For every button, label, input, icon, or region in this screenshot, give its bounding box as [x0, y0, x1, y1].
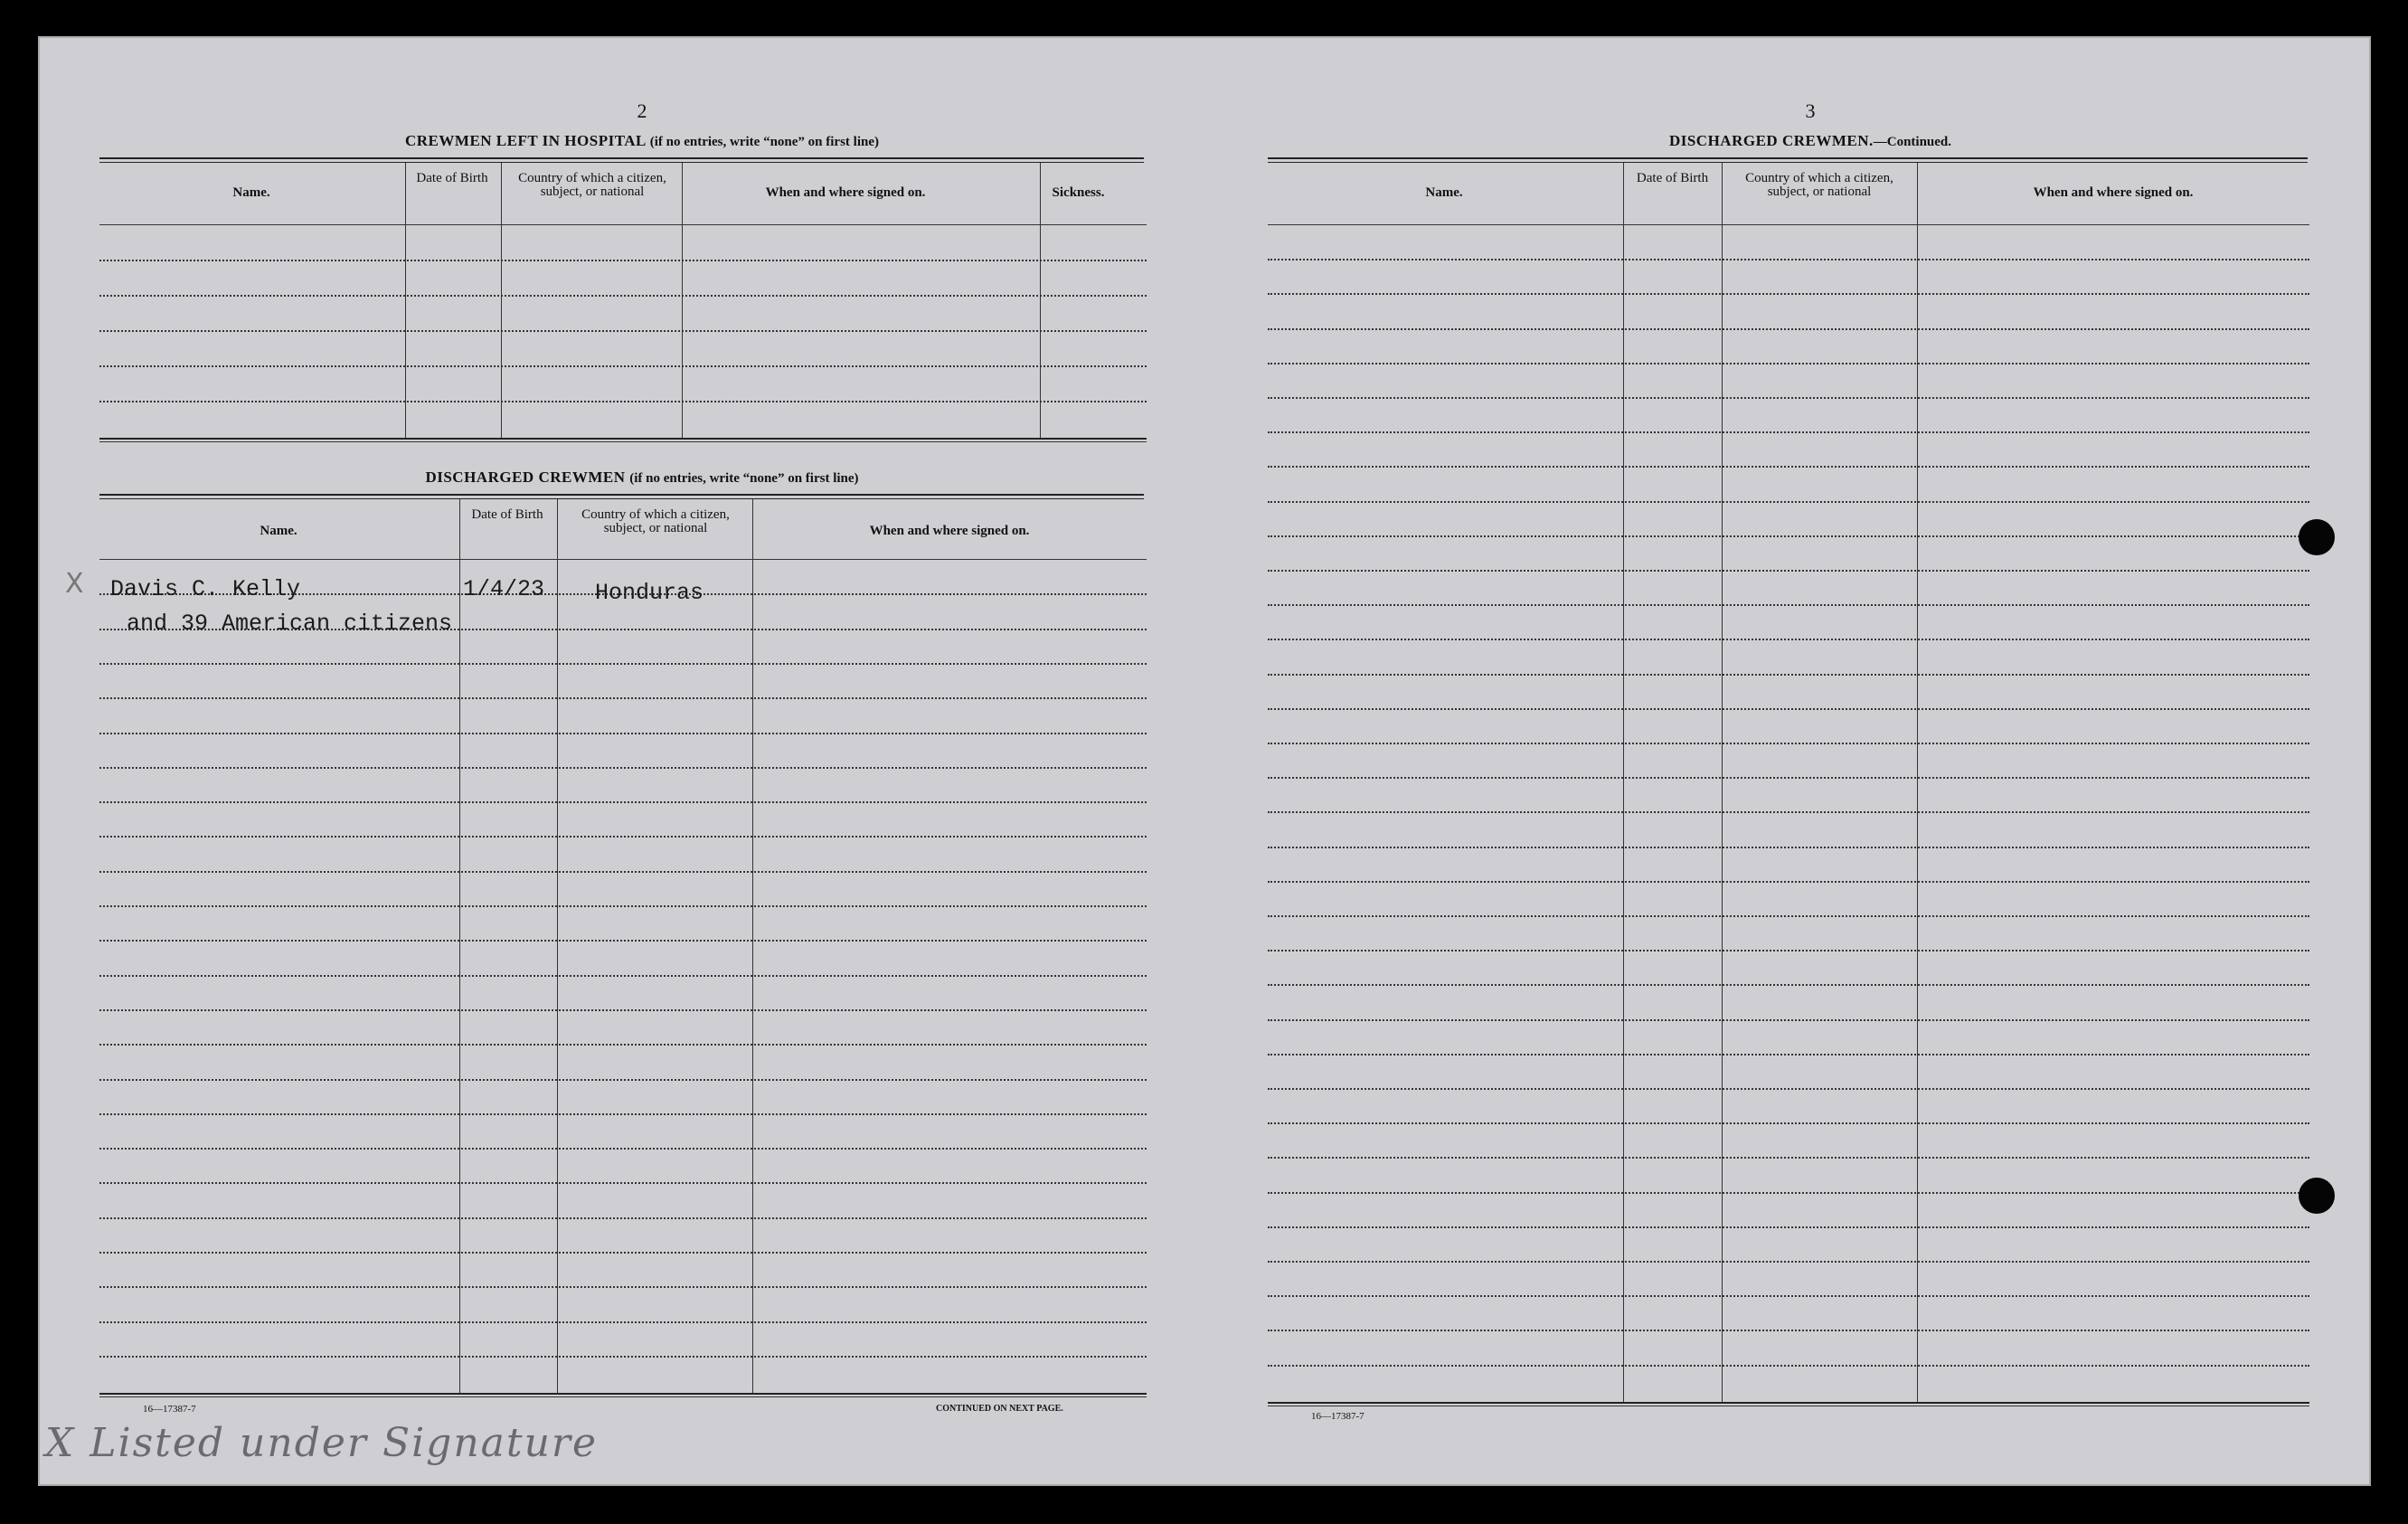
- ruled-line: [1268, 1019, 2309, 1021]
- entry-additional-crew: and 39 American citizens: [127, 611, 453, 637]
- form-number-left: 16—17387-7: [143, 1404, 196, 1415]
- ruled-line: [99, 1113, 1147, 1115]
- ruled-line: [1268, 1122, 2309, 1124]
- page-number-right: 3: [1805, 99, 1816, 122]
- ruled-line: [1268, 604, 2309, 606]
- column-divider: [682, 163, 683, 438]
- ruled-line: [99, 1217, 1147, 1219]
- ruled-line: [99, 905, 1147, 907]
- column-divider: [459, 499, 460, 1393]
- form-number-right: 16—17387-7: [1311, 1411, 1365, 1422]
- ruled-line: [1268, 950, 2309, 951]
- ruled-line: [1268, 501, 2309, 503]
- ruled-line: [99, 871, 1147, 873]
- ruled-line: [99, 1321, 1147, 1323]
- ruled-line: [1268, 984, 2309, 986]
- column-divider: [557, 499, 558, 1393]
- right-header-dob: Date of Birth: [1636, 171, 1709, 185]
- ruled-line: [99, 1009, 1147, 1011]
- column-divider: [1040, 163, 1041, 438]
- entry-name: Davis C. Kelly: [110, 576, 301, 602]
- left-page: [45, 36, 1185, 1486]
- column-divider: [405, 163, 406, 438]
- discharged-header-dob: Date of Birth: [471, 507, 543, 522]
- ruled-line: [1268, 1365, 2309, 1367]
- hospital-header-name: Name.: [232, 185, 270, 200]
- column-divider: [501, 163, 502, 438]
- bottom-rule: [99, 441, 1147, 442]
- right-header-name: Name.: [1425, 185, 1463, 200]
- column-divider: [1722, 163, 1723, 1402]
- ruled-line: [99, 975, 1147, 977]
- hospital-header-dob: Date of Birth: [416, 171, 488, 185]
- ruled-line: [1268, 293, 2309, 295]
- ruled-line: [99, 260, 1147, 261]
- ruled-line: [1268, 1226, 2309, 1228]
- ruled-line: [1268, 811, 2309, 813]
- ruled-line: [1268, 708, 2309, 710]
- hospital-header-sickness: Sickness.: [1052, 185, 1105, 200]
- ruled-line: [1268, 847, 2309, 848]
- ruled-line: [1268, 639, 2309, 640]
- ruled-line: [1268, 674, 2309, 676]
- ruled-line: [1268, 915, 2309, 917]
- ruled-line: [99, 1148, 1147, 1150]
- continued-notice: CONTINUED ON NEXT PAGE.: [936, 1404, 1063, 1414]
- discharged-section-title: DISCHARGED CREWMEN (if no entries, write “none” on first line): [425, 469, 859, 486]
- column-divider: [1623, 163, 1624, 1402]
- ruled-line: [1268, 1295, 2309, 1297]
- ruled-line: [1268, 1088, 2309, 1090]
- punch-hole-bottom: [2299, 1178, 2335, 1214]
- ruled-line: [1268, 259, 2309, 260]
- ruled-line: [99, 697, 1147, 699]
- right-header-signed-on: When and where signed on.: [2033, 185, 2194, 200]
- hospital-section-title: CREWMEN LEFT IN HOSPITAL (if no entries, write “none” on first line): [405, 132, 879, 149]
- ruled-line: [99, 401, 1147, 402]
- column-divider: [1917, 163, 1918, 1402]
- ruled-line: [1268, 466, 2309, 468]
- ruled-line: [1268, 1261, 2309, 1263]
- bottom-rule: [99, 1393, 1147, 1395]
- header-rule: [99, 559, 1147, 560]
- entry-country: Honduras: [595, 580, 704, 606]
- column-divider: [752, 499, 753, 1393]
- ruled-line: [99, 1356, 1147, 1358]
- discharged-header-country: Country of which a citizen, subject, or national: [581, 507, 730, 535]
- bottom-rule: [99, 438, 1147, 440]
- ruled-line: [99, 295, 1147, 297]
- ruled-line: [99, 1286, 1147, 1288]
- ruled-line: [1268, 1192, 2309, 1194]
- ruled-line: [1268, 743, 2309, 744]
- ruled-line: [99, 801, 1147, 803]
- ruled-line: [99, 1044, 1147, 1046]
- ruled-line: [1268, 777, 2309, 779]
- ruled-line: [99, 1252, 1147, 1254]
- entry-date-of-birth: 1/4/23: [463, 576, 545, 602]
- bottom-rule: [99, 1396, 1147, 1397]
- ruled-line: [99, 1182, 1147, 1184]
- ruled-line: [99, 940, 1147, 942]
- discharged-header-signed-on: When and where signed on.: [869, 524, 1030, 538]
- header-rule: [1268, 224, 2309, 225]
- right-header-country: Country of which a citizen, subject, or national: [1745, 171, 1893, 199]
- ruled-line: [1268, 363, 2309, 364]
- ruled-line: [1268, 397, 2309, 399]
- header-rule: [99, 224, 1147, 225]
- ruled-line: [1268, 881, 2309, 883]
- ruled-line: [99, 767, 1147, 769]
- ruled-line: [99, 330, 1147, 332]
- ruled-line: [1268, 431, 2309, 433]
- page-number-left: 2: [637, 99, 647, 122]
- document-sheet: [38, 36, 2371, 1486]
- discharged-continued-title: DISCHARGED CREWMEN.—Continued.: [1668, 132, 1952, 149]
- discharged-header-name: Name.: [260, 524, 297, 538]
- ruled-line: [99, 836, 1147, 838]
- punch-hole-top: [2299, 519, 2335, 555]
- ruled-line: [99, 733, 1147, 734]
- handwritten-note: X Listed under Signature: [45, 1420, 598, 1466]
- hospital-header-country: Country of which a citizen, subject, or national: [518, 171, 666, 199]
- bottom-rule: [1268, 1402, 2309, 1404]
- ruled-line: [1268, 1054, 2309, 1055]
- ruled-line: [1268, 1157, 2309, 1159]
- ruled-line: [1268, 535, 2309, 537]
- ruled-line: [99, 1079, 1147, 1081]
- handwritten-x-mark: X: [65, 568, 84, 600]
- ruled-line: [99, 365, 1147, 367]
- ruled-line: [1268, 570, 2309, 572]
- hospital-header-signed-on: When and where signed on.: [765, 185, 926, 200]
- ruled-line: [99, 663, 1147, 665]
- right-page: [1268, 36, 2353, 1486]
- ruled-line: [1268, 328, 2309, 330]
- ruled-line: [1268, 1330, 2309, 1331]
